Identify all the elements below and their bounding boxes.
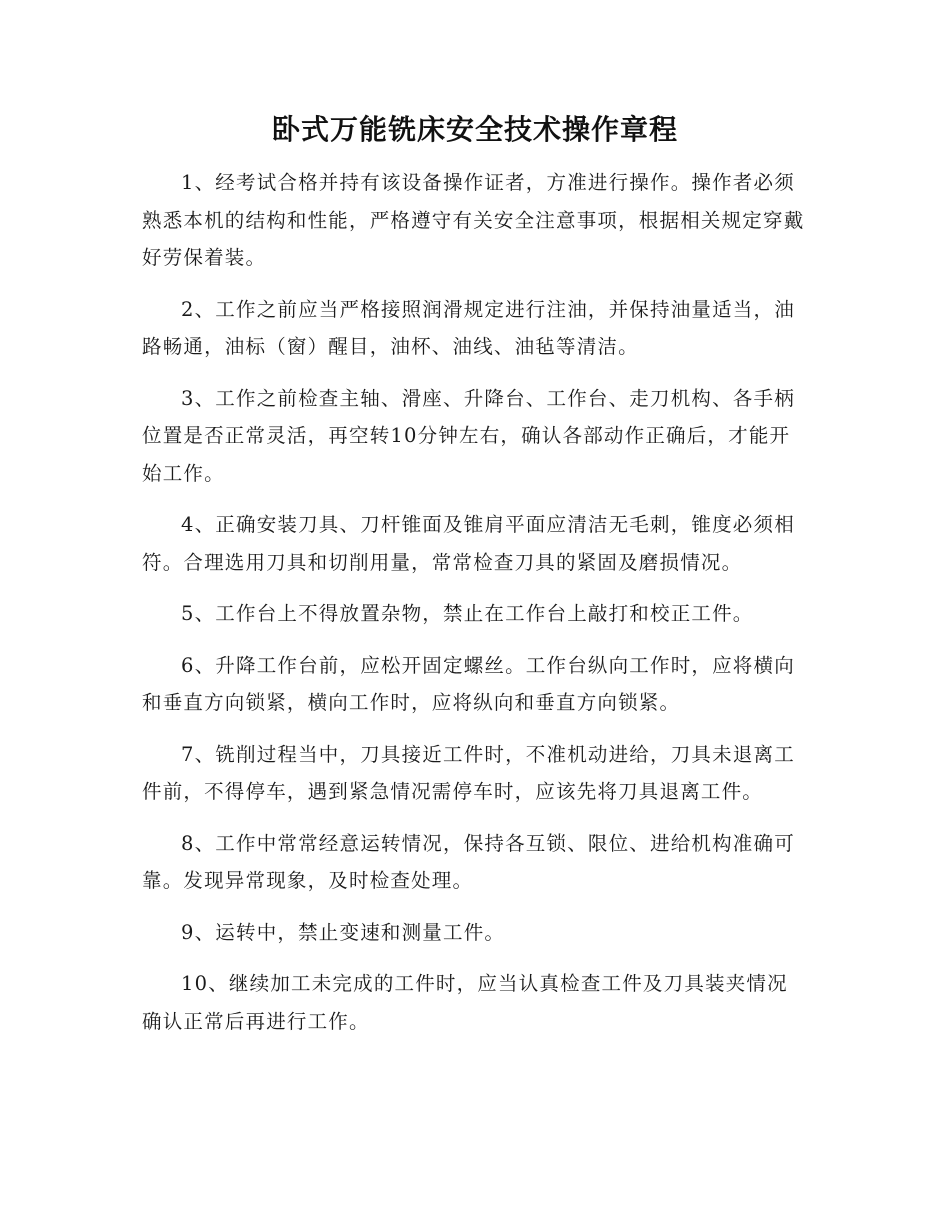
document-body bbox=[142, 164, 806, 1054]
document-title: 卧式万能铣床安全技术操作章程 bbox=[271, 113, 678, 146]
paragraph-7: 7、铣削过程当中，刀具接近工件时，不准机动进给，刀具未退离工件前，不得停车，遇到紧急情况需停车时，应该先将刀具退离工件。 bbox=[142, 742, 795, 803]
paragraph-10: 10、继续加工未完成的工件时，应当认真检查工件及刀具装夹情况确认正常后再进行工作。 bbox=[142, 972, 788, 1033]
paragraph-5: 5、工作台上不得放置杂物，禁止在工作台上敲打和校正工件。 bbox=[181, 602, 754, 625]
paragraph-8: 8、工作中常常经意运转情况，保持各互锁、限位、进给机构准确可靠。发现异常现象，及时检查处理。 bbox=[142, 831, 795, 892]
paragraph-6: 6、升降工作台前，应松开固定螺丝。工作台纵向工作时，应将横向和垂直方向锁紧，横向工作时，应将纵向和垂直方向锁紧。 bbox=[142, 653, 795, 714]
paragraph-1: 1、经考试合格并持有该设备操作证者，方准进行操作。操作者必须熟悉本机的结构和性能，严格遵守有关安全注意事项，根据相关规定穿戴好劳保着装。 bbox=[142, 171, 805, 269]
paragraph-3: 3、工作之前检查主轴、滑座、升降台、工作台、走刀机构、各手柄位置是否正常灵活，再空转10分钟左右，确认各部动作正确后，才能开始工作。 bbox=[142, 386, 795, 485]
paragraph-2: 2、工作之前应当严格接照润滑规定进行注油，并保持油量适当，油路畅通，油标（窗）醒目，油杯、油线、油毡等清洁。 bbox=[142, 297, 795, 358]
paragraph-9: 9、运转中，禁止变速和测量工件。 bbox=[181, 920, 506, 944]
paragraph-4: 4、正确安装刀具、刀杆锥面及锥肩平面应清洁无毛刺，锥度必须相符。合理选用刀具和切削用量，常常检查刀具的紧固及磨损情况。 bbox=[142, 513, 795, 574]
